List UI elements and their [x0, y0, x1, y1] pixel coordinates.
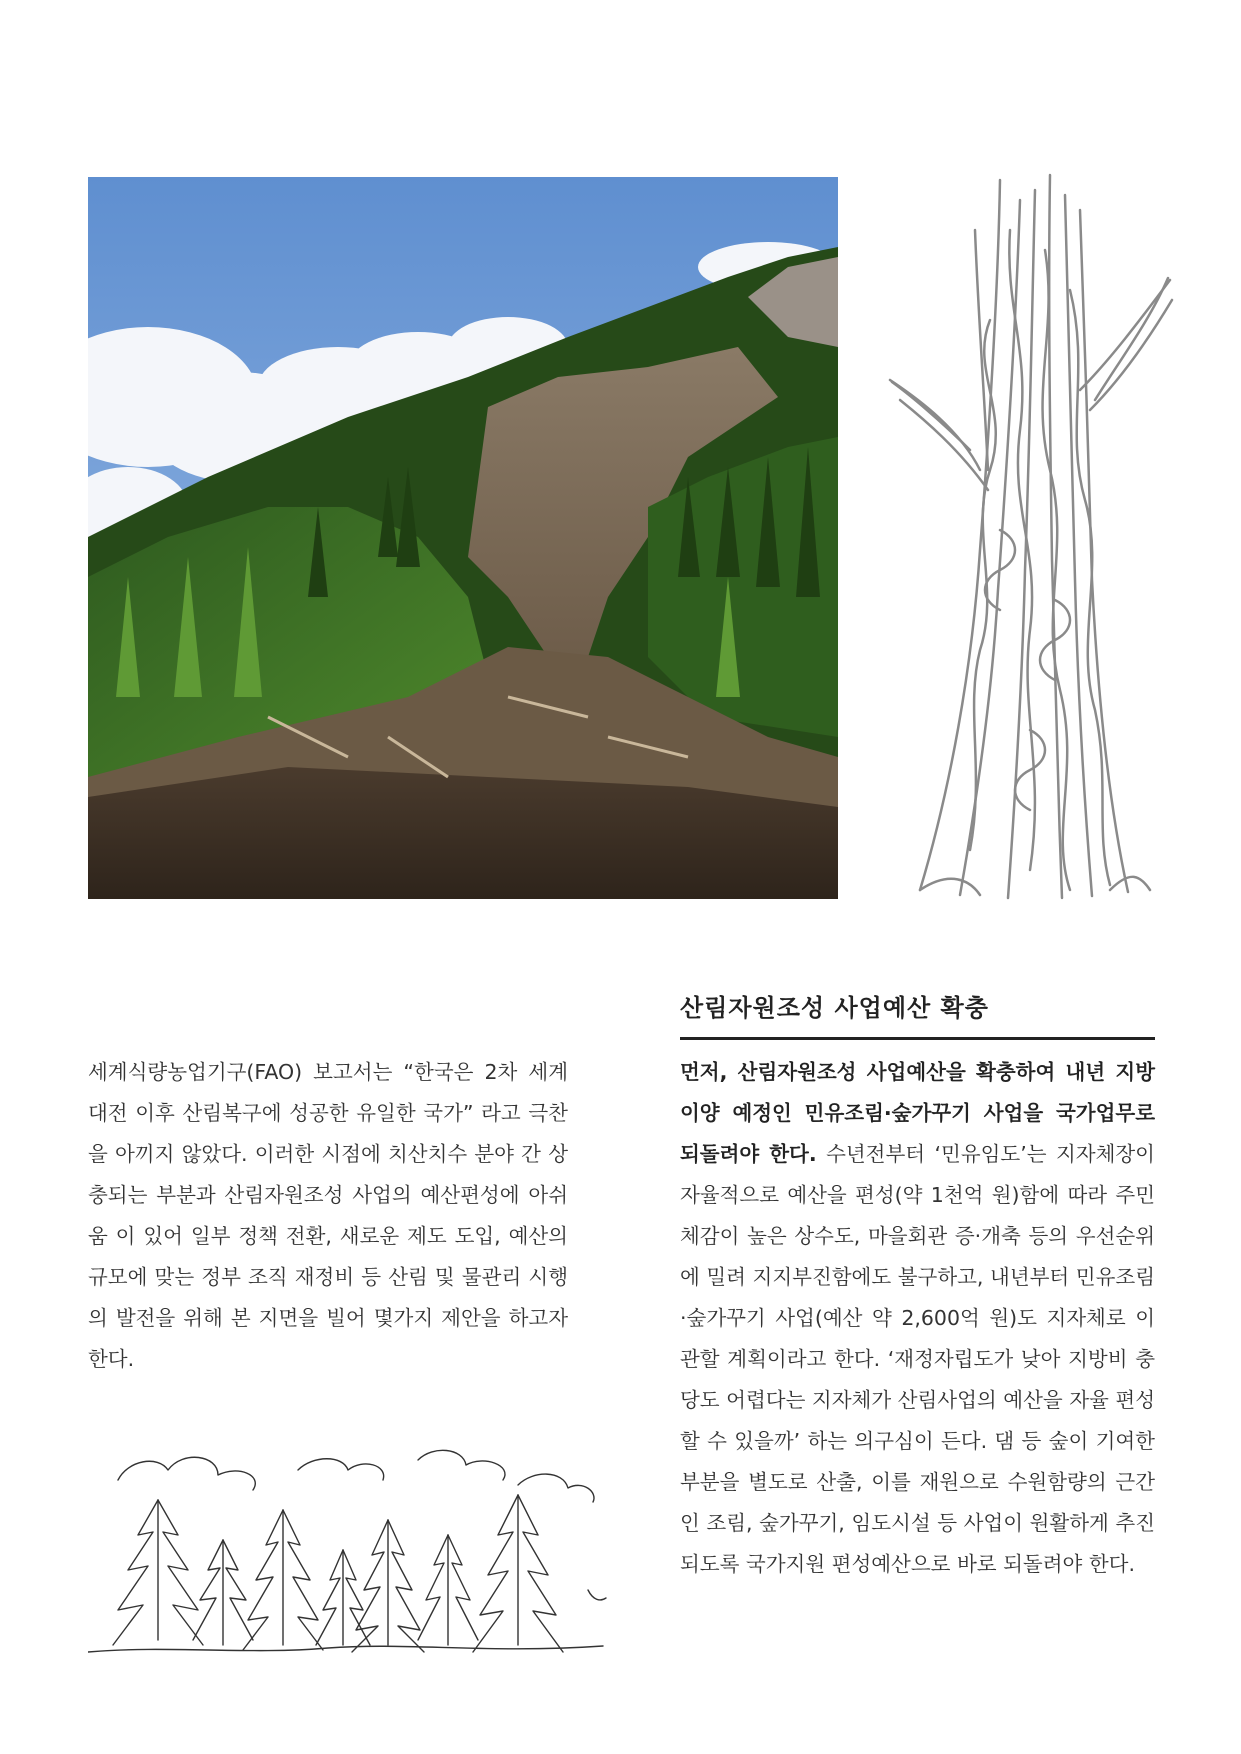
- intro-paragraph: 세계식량농업기구(FAO) 보고서는 “한국은 2차 세계대전 이후 산림복구에 성공한 유일한 국가” 라고 극찬을 아끼지 않았다. 이러한 시점에 치산치수 분야 간 상충되는 부분과 산림자원조성 사업의 예산편성에 아쉬움 이 있어 일부 정책 전환, 새로운 제도 도입, 예산의 규모에 맞는 정부 조직 재정비 등 산림 및 물관리 시행의 발전을 위해 본 지면을 빌어 몇가지 제안을 하고자 한다.: [88, 1060, 568, 1371]
- tree-trunk-sketch-icon: [880, 170, 1180, 900]
- landslide-photo: [88, 177, 838, 899]
- right-column: [680, 988, 1155, 1585]
- section-title: 산림자원조성 사업예산 확충: [680, 988, 1155, 1040]
- section-text: 수년전부터 ‘민유임도’는 지자체장이 자율적으로 예산을 편성(약 1천억 원)함에 따라 주민 체감이 높은 상수도, 마을회관 증·개축 등의 우선순위에 밀려 지지부진함에도 불구하고, 내년부터 민유조림·숲가꾸기 사업(예산 약 2,600억 원)도 지자체로 이관할 계획이라고 한다. ‘재정자립도가 낮아 지방비 충당도 어렵다는 지자체가 산림사업의 예산을 자율 편성할 수 있을까’ 하는 의구심이 든다. 댐 등 숲이 기여한 부분을 별도로 산출, 이를 재원으로 수원함량의 근간인 조림, 숲가꾸기, 임도시설 등 사업이 원활하게 추진되도록 국가지원 편성예산으로 바로 되돌려야 한다.: [680, 1142, 1155, 1576]
- section-body: [680, 1052, 1155, 1585]
- forest-sketch-icon: [88, 1440, 608, 1660]
- section-lead: 먼저, 산림자원조성 사업예산을 확충하여 내년 지방 이양 예정인 민유조림·숲가꾸기 사업을 국가업무로 되돌려야 한다.: [680, 1060, 1155, 1166]
